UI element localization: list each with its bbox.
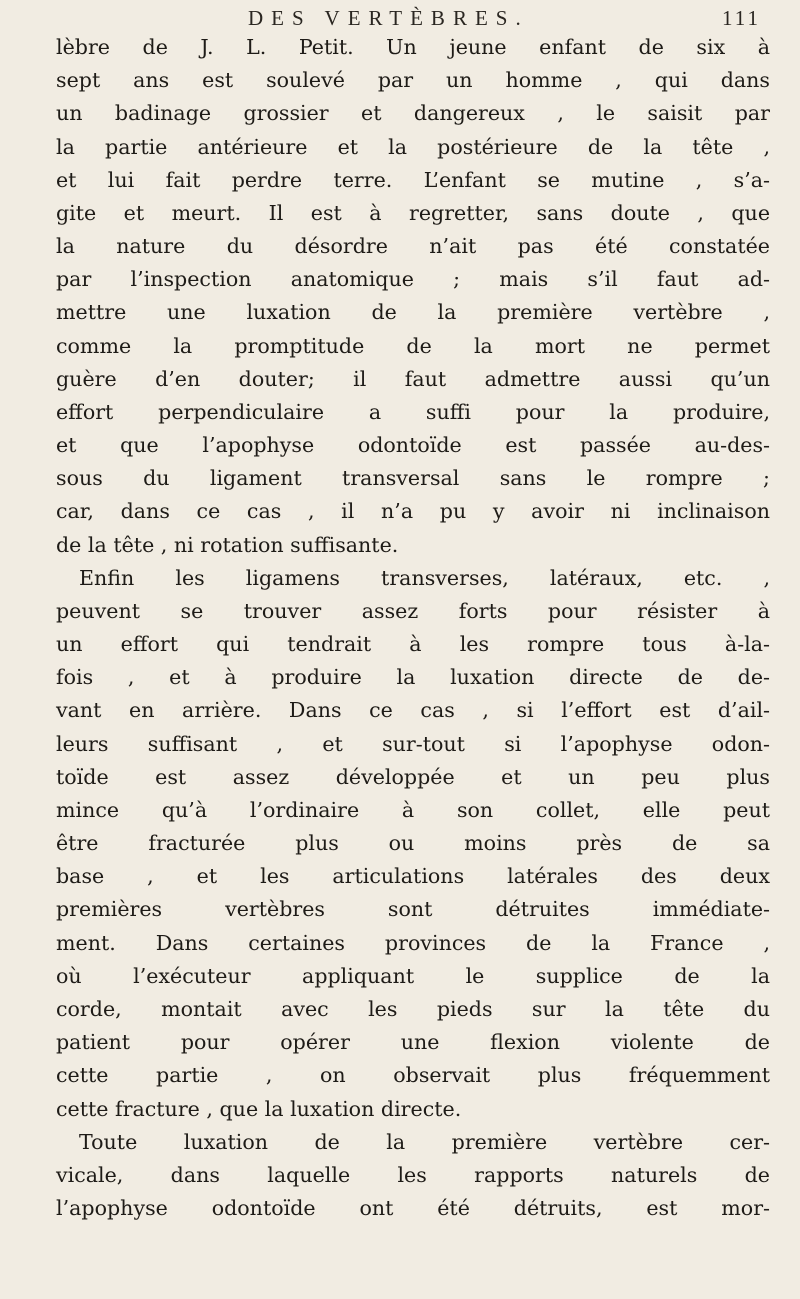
text-line: base , et les articulations latérales des deux <box>56 864 770 889</box>
text-line: par l’inspection anatomique ; mais s’il faut ad- <box>56 267 770 292</box>
body-text <box>56 31 770 1225</box>
text-line: cette fracture , que la luxation directe. <box>56 1096 462 1121</box>
text-line: ment. Dans certaines provinces de la France , <box>56 930 770 955</box>
text-line: être fracturée plus ou moins près de sa <box>56 831 770 856</box>
text-line: mince qu’à l’ordinaire à son collet, elle peut <box>56 797 770 822</box>
text-line: comme la promptitude de la mort ne permet <box>56 333 770 358</box>
text-line: car, dans ce cas , il n’a pu y avoir ni inclinaison <box>56 499 770 524</box>
text-line: la partie antérieure et la postérieure de la tête , <box>56 134 770 159</box>
text-line: mettre une luxation de la première vertèbre , <box>56 300 770 325</box>
running-title: DES VERTÈBRES. <box>248 6 529 30</box>
text-line: fois , et à produire la luxation directe de de- <box>56 665 770 690</box>
text-line: la nature du désordre n’ait pas été constatée <box>56 234 770 259</box>
paragraph <box>56 1126 770 1226</box>
text-line: l’apophyse odontoïde ont été détruits, est mor- <box>56 1196 770 1221</box>
text-line: Toute luxation de la première vertèbre cer- <box>79 1129 770 1154</box>
text-line: toïde est assez développée et un peu plus <box>56 764 770 789</box>
text-line: sous du ligament transversal sans le rompre ; <box>56 466 770 491</box>
text-line: un effort qui tendrait à les rompre tous à-la- <box>56 632 770 657</box>
text-line: vant en arrière. Dans ce cas , si l’effort est d’ail- <box>56 698 770 723</box>
text-line: lèbre de J. L. Petit. Un jeune enfant de six à <box>56 35 770 59</box>
text-line: et lui fait perdre terre. L’enfant se mutine , s’a- <box>56 167 770 192</box>
text-line: de la tête , ni rotation suffisante. <box>56 532 399 557</box>
text-line: cette partie , on observait plus fréquemment <box>56 1063 770 1088</box>
text-line: guère d’en douter; il faut admettre aussi qu’un <box>56 366 770 391</box>
text-line: effort perpendiculaire a suffi pour la produire, <box>56 399 770 424</box>
text-line: où l’exécuteur appliquant le supplice de la <box>56 963 770 988</box>
text-line: leurs suffisant , et sur-tout si l’apophyse odon- <box>56 731 770 756</box>
text-line: premières vertèbres sont détruites immédiate- <box>56 897 770 922</box>
paragraph <box>56 31 770 562</box>
text-line: patient pour opérer une flexion violente de <box>56 1030 770 1055</box>
text-line: et que l’apophyse odontoïde est passée au-des- <box>56 433 770 458</box>
text-line: vicale, dans laquelle les rapports naturels de <box>56 1162 770 1187</box>
text-line: corde, montait avec les pieds sur la tête du <box>56 996 770 1021</box>
paragraph <box>56 562 770 1126</box>
text-line: un badinage grossier et dangereux , le saisit par <box>56 101 770 126</box>
text-line: sept ans est soulevé par un homme , qui dans <box>56 68 770 93</box>
page-number: 111 <box>722 6 761 30</box>
text-line: gite et meurt. Il est à regretter, sans doute , que <box>56 200 770 225</box>
text-line: Enfin les ligamens transverses, latéraux, etc. , <box>79 565 770 590</box>
text-line: peuvent se trouver assez forts pour résister à <box>56 598 770 623</box>
